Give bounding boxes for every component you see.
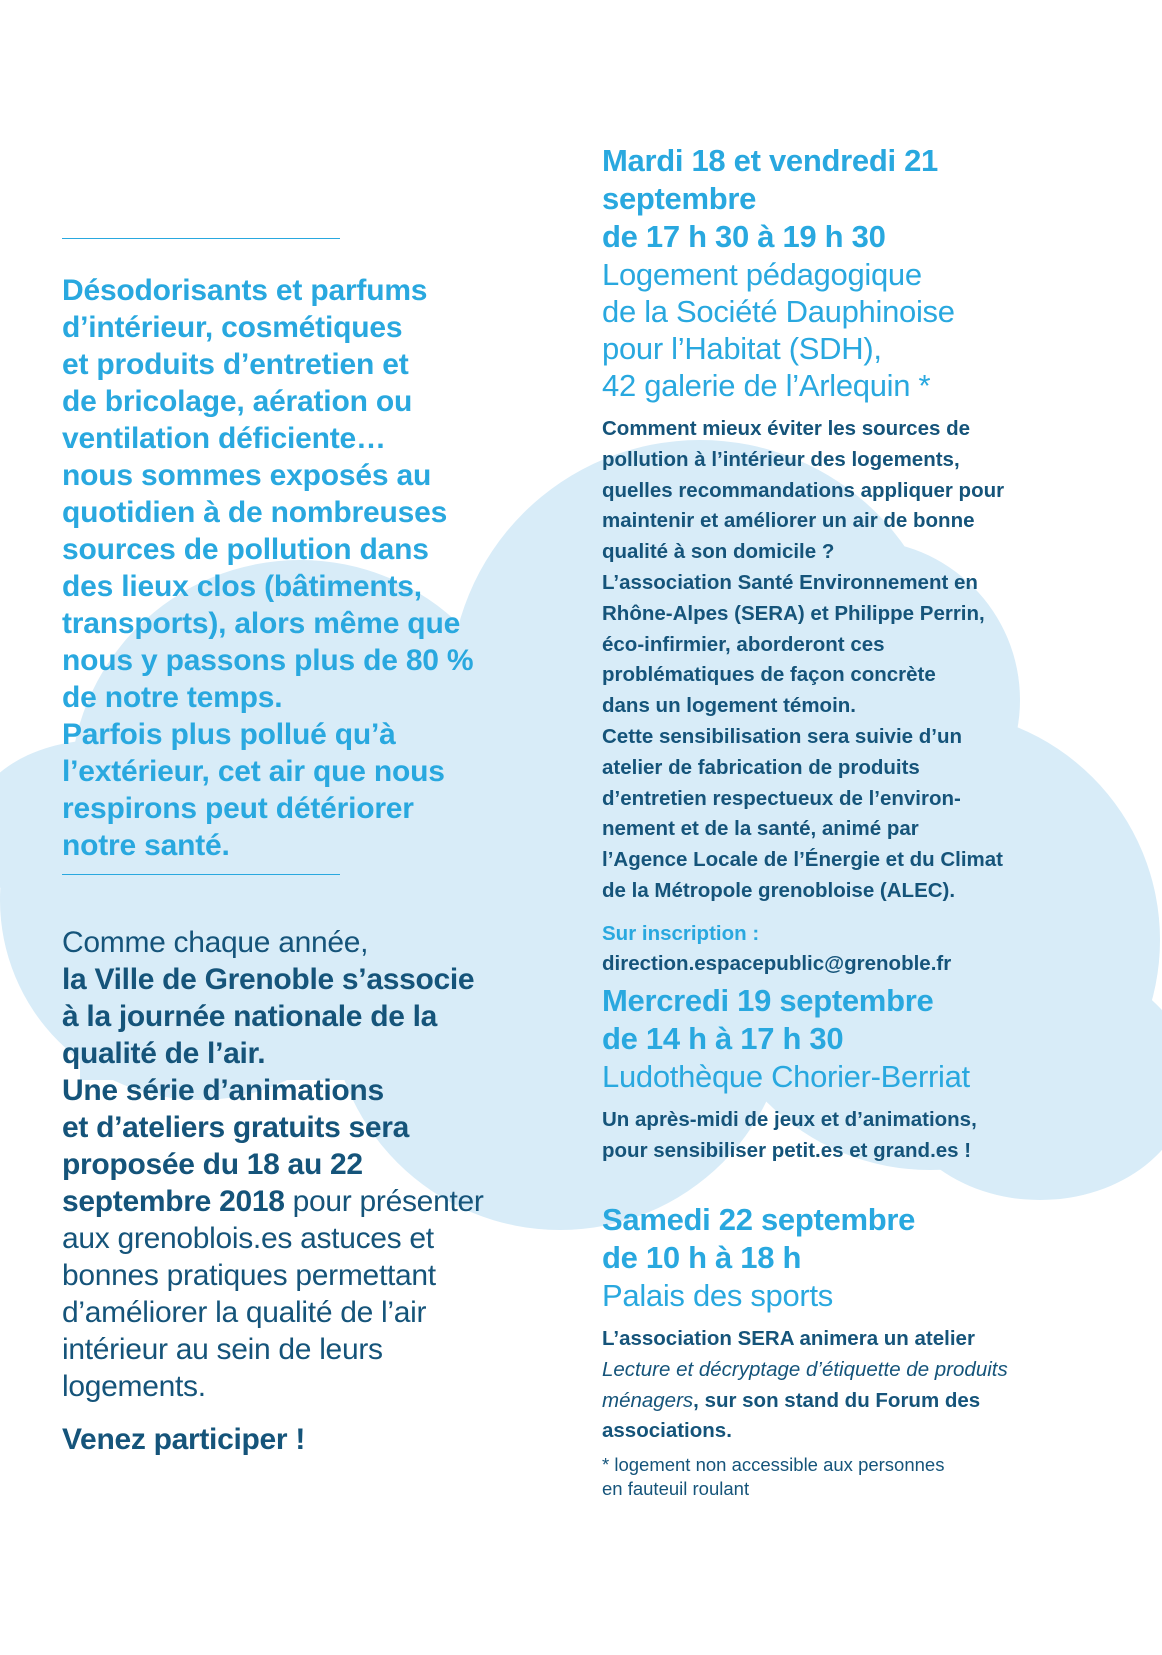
program-line	[62, 998, 562, 1035]
program-line	[62, 1183, 562, 1220]
workshop-title: ménagers	[602, 1388, 694, 1412]
registration-label: Sur inscription :	[602, 921, 760, 945]
program-line	[62, 1035, 562, 1072]
description-line	[602, 1355, 1122, 1386]
intro-line: nous y passons plus de 80 %	[62, 644, 474, 677]
event-description	[602, 1105, 1122, 1167]
description-line: problématiques de façon concrète	[602, 663, 936, 687]
program-bold: septembre 2018	[62, 1185, 285, 1218]
event-date: Mercredi 19 septembre	[602, 983, 934, 1018]
description-line: L’association Santé Environnement en	[602, 570, 978, 594]
intro-line: d’intérieur, cosmétiques	[62, 311, 403, 344]
event-description	[602, 1324, 1122, 1447]
program-line	[62, 961, 562, 998]
program-line: logements.	[62, 1370, 206, 1403]
program-bold: à la journée nationale de la	[62, 1000, 438, 1033]
description-line: Rhône-Alpes (SERA) et Philippe Perrin,	[602, 601, 985, 625]
event-time: de 10 h à 18 h	[602, 1240, 802, 1275]
event-place: pour l’Habitat (SDH),	[602, 331, 882, 366]
event-place: de la Société Dauphinoise	[602, 294, 955, 329]
description-line: atelier de fabrication de produits	[602, 755, 920, 779]
description-line: pollution à l’intérieur des logements,	[602, 447, 960, 471]
event-time: de 14 h à 17 h 30	[602, 1021, 844, 1056]
description-line: qualité à son domicile ?	[602, 540, 835, 564]
program-line	[62, 1072, 562, 1109]
program-line: aux grenoblois.es astuces et	[62, 1222, 434, 1255]
intro-line: ventilation déficiente…	[62, 422, 386, 455]
program-bold: la Ville de Grenoble s’associe	[62, 963, 475, 996]
description-line: d’entretien respectueux de l’environ-	[602, 786, 961, 810]
program-line: bonnes pratiques permettant	[62, 1259, 436, 1292]
event-1	[602, 142, 1122, 979]
program-line: intérieur au sein de leurs	[62, 1333, 383, 1366]
intro-line: Désodorisants et parfums	[62, 274, 428, 307]
description-line: éco-infirmier, aborderont ces	[602, 632, 885, 656]
description-line: de la Métropole grenobloise (ALEC).	[602, 878, 956, 902]
event-time: de 17 h 30 à 19 h 30	[602, 219, 886, 254]
event-place: Logement pédagogique	[602, 257, 922, 292]
event-date: Mardi 18 et vendredi 21	[602, 143, 938, 178]
intro-line: quotidien à de nombreuses	[62, 496, 448, 529]
event-3	[602, 1201, 1122, 1447]
intro-line: des lieux clos (bâtiments,	[62, 570, 422, 603]
registration-email[interactable]: direction.espacepublic@grenoble.fr	[602, 951, 952, 975]
program-bold: et d’ateliers gratuits sera	[62, 1111, 410, 1144]
description-line: pour sensibiliser petit.es et grand.es !	[602, 1138, 972, 1162]
program-line	[62, 1146, 562, 1183]
intro-line: notre santé.	[62, 829, 230, 862]
call-to-action: Venez participer !	[62, 1423, 306, 1456]
intro-line: de notre temps.	[62, 681, 283, 714]
description-line: nement et de la santé, animé par	[602, 817, 919, 841]
footnote	[602, 1453, 1122, 1501]
intro-line: et produits d’entretien et	[62, 348, 409, 381]
middle-divider	[62, 874, 340, 875]
intro-line: Parfois plus pollué qu’à	[62, 718, 396, 751]
intro-line: sources de pollution dans	[62, 533, 429, 566]
description-line: Un après-midi de jeux et d’animations,	[602, 1108, 977, 1131]
event-date: septembre	[602, 181, 757, 216]
intro-text	[62, 272, 562, 864]
program-bold: Une série d’animations	[62, 1074, 384, 1107]
event-place: Palais des sports	[602, 1278, 833, 1313]
intro-line: l’extérieur, cet air que nous	[62, 755, 445, 788]
footnote-line: * logement non accessible aux personnes	[602, 1454, 945, 1475]
top-divider	[62, 238, 340, 239]
intro-line: de bricolage, aération ou	[62, 385, 413, 418]
intro-line: transports), alors même que	[62, 607, 461, 640]
event-place: Ludothèque Chorier-Berriat	[602, 1059, 970, 1094]
intro-line: nous sommes exposés au	[62, 459, 432, 492]
description-line: Cette sensibilisation sera suivie d’un	[602, 724, 963, 748]
event-description	[602, 414, 1122, 907]
description-line: associations.	[602, 1419, 732, 1443]
program-light: pour présenter	[284, 1185, 484, 1218]
description-line: maintenir et améliorer un air de bonne	[602, 509, 975, 533]
description-line	[602, 1386, 1122, 1417]
footnote-line: en fauteuil roulant	[602, 1478, 750, 1499]
description-line: dans un logement témoin.	[602, 694, 856, 718]
workshop-title: Lecture et décryptage d’étiquette de produits	[602, 1357, 1008, 1381]
event-2	[602, 982, 1122, 1167]
program-line	[62, 1109, 562, 1146]
event-date: Samedi 22 septembre	[602, 1202, 916, 1237]
program-text	[62, 924, 562, 1458]
program-line: d’améliorer la qualité de l’air	[62, 1296, 427, 1329]
program-line: Comme chaque année,	[62, 926, 369, 959]
description-line: Comment mieux éviter les sources de	[602, 417, 971, 440]
description-line: L’association SERA animera un atelier	[602, 1327, 975, 1350]
program-bold: proposée du 18 au 22	[62, 1148, 363, 1181]
description-line: l’Agence Locale de l’Énergie et du Climat	[602, 848, 1003, 872]
description-line: quelles recommandations appliquer pour	[602, 478, 1005, 502]
program-bold: qualité de l’air.	[62, 1037, 266, 1070]
description-rest: , sur son stand du Forum des	[693, 1388, 981, 1412]
event-place: 42 galerie de l’Arlequin *	[602, 368, 931, 403]
intro-line: respirons peut détériorer	[62, 792, 414, 825]
